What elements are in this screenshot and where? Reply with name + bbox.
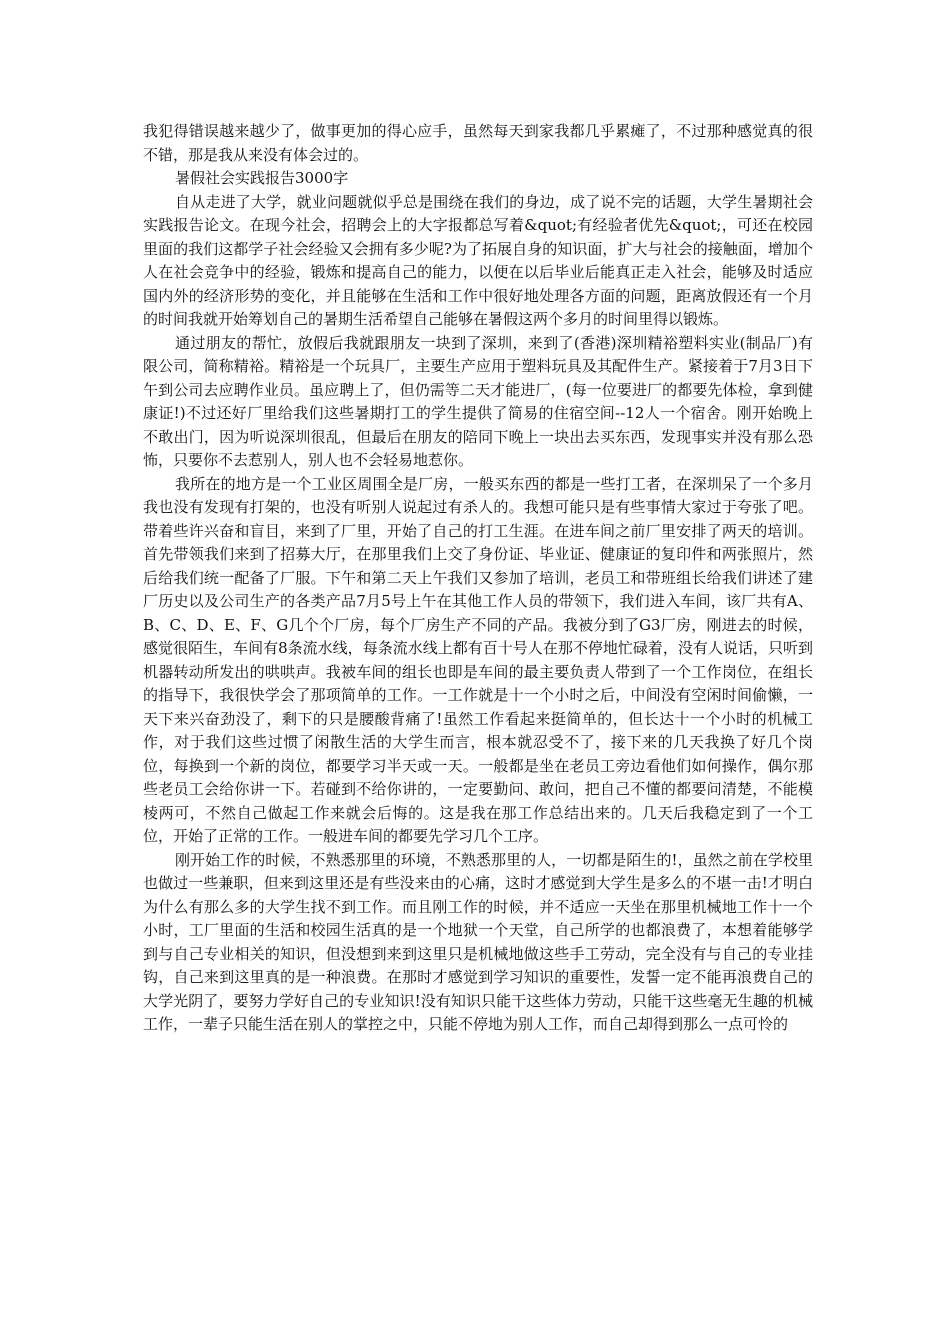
section-heading: 暑假社会实践报告3000字 bbox=[175, 169, 349, 187]
paragraph: 通过朋友的帮忙，放假后我就跟朋友一块到了深圳，来到了(香港)深圳精裕塑料实业(制品厂)有限公司，简称精裕。精裕是一个玩具厂，主要生产应用于塑料玩具及其配件生产。紧接着于7月3日下午到公司去应聘作业员。虽应聘上了，但仍需等二天才能进厂，(每一位要进厂的都要先体检，拿到健康证!)不过还好厂里给我们这些暑期打工的学生提供了简易的住宿空间--12人一个宿舍。刚开始晚上不敢出门，因为听说深圳很乱，但最后在朋友的陪同下晚上一块出去买东西，发现事实并没有那么恐怖，只要你不去惹别人，别人也不会轻易地惹你。 bbox=[143, 333, 813, 469]
paragraph: 我犯得错误越来越少了，做事更加的得心应手，虽然每天到家我都几乎累瘫了，不过那种感觉真的很不错，那是我从来没有体会过的。 bbox=[143, 122, 813, 164]
document-page bbox=[143, 120, 813, 1037]
paragraph: 我所在的地方是一个工业区周围全是厂房，一般买东西的都是一些打工者，在深圳呆了一个多月我也没有发现有打架的，也没有听别人说起过有杀人的。我想可能只是有些事情大家过于夸张了吧。带着些许兴奋和盲目，来到了厂里，开始了自己的打工生涯。在进车间之前厂里安排了两天的培训。首先带领我们来到了招募大厅，在那里我们上交了身份证、毕业证、健康证的复印件和两张照片，然后给我们统一配备了厂服。下午和第二天上午我们又参加了培训，老员工和带班组长给我们讲述了建厂历史以及公司生产的各类产品7月5号上午在其他工作人员的带领下，我们进入车间，该厂共有A、B、C、D、E、F、G几个个厂房，每个厂房生产不同的产品。我被分到了G3厂房，刚进去的时候，感觉很陌生，车间有8条流水线，每条流水线上都有百十号人在那不停地忙碌着，没有人说话，只听到机器转动所发出的哄哄声。我被车间的组长也即是车间的最主要负责人带到了一个工作岗位，在组长的指导下，我很快学会了那项简单的工作。一工作就是十一个小时之后，中间没有空闲时间偷懒，一天下来兴奋劲没了，剩下的只是腰酸背痛了!虽然工作看起来挺简单的，但长达十一个小时的机械工作，对于我们这些过惯了闲散生活的大学生而言，根本就忍受不了，接下来的几天我换了好几个岗位，每换到一个新的岗位，都要学习半天或一天。一般都是坐在老员工旁边看他们如何操作，偶尔那些老员工会给你讲一下。若碰到不给你讲的，一定要勤问、敢问，把自己不懂的都要问清楚，不能模棱两可，不然自己做起工作来就会后悔的。这是我在那工作总结出来的。几天后我稳定到了一个工位，开始了正常的工作。一般进车间的都要先学习几个工序。 bbox=[143, 474, 813, 845]
paragraph: 刚开始工作的时候，不熟悉那里的环境，不熟悉那里的人，一切都是陌生的!，虽然之前在学校里也做过一些兼职，但来到这里还是有些没来由的心痛，这时才感觉到大学生是多么的不堪一击!才明白为什么有那么多的大学生找不到工作。而且刚工作的时候，并不适应一天坐在那里机械地工作十一个小时，工厂里面的生活和校园生活真的是一个地狱一个天堂，自己所学的也都浪费了，本想着能够学到与自己专业相关的知识，但没想到来到这里只是机械地做这些手工劳动，完全没有与自己的专业挂钩，自己来到这里真的是一种浪费。在那时才感觉到学习知识的重要性，发誓一定不能再浪费自己的大学光阴了，要努力学好自己的专业知识!没有知识只能干这些体力劳动，只能干这些毫无生趣的机械工作，一辈子只能生活在别人的掌控之中，只能不停地为别人工作，而自己却得到那么一点可怜的 bbox=[143, 850, 813, 1033]
paragraph: 自从走进了大学，就业问题就似乎总是围绕在我们的身边，成了说不完的话题，大学生暑期社会实践报告论文。在现今社会，招聘会上的大字报都总写着&quot;有经验者优先&quot;，可还在校园里面的我们这都学子社会经验又会拥有多少呢?为了拓展自身的知识面，扩大与社会的接触面，增加个人在社会竞争中的经验，锻炼和提高自己的能力，以便在以后毕业后能真正走入社会，能够及时适应国内外的经济形势的变化，并且能够在生活和工作中很好地处理各方面的问题，距离放假还有一个月的时间我就开始筹划自己的暑期生活希望自己能够在暑假这两个多月的时间里得以锻炼。 bbox=[143, 192, 813, 328]
